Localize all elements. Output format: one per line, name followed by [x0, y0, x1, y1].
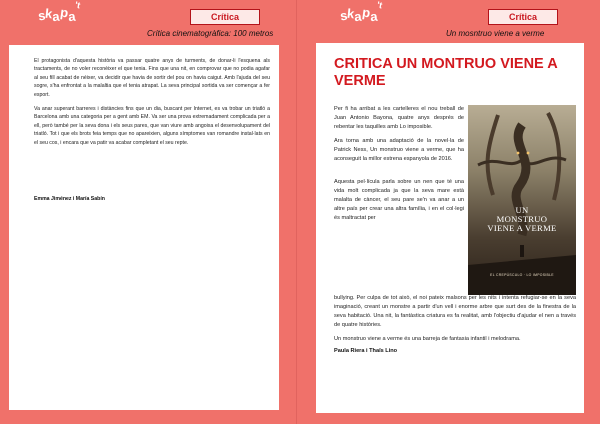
paragraph: Per fi ha arribat a les cartelleres el nou treball de Juan Antonio Bayona, quatre anys després de rebentar les taquilles amb Lo imposible. — [334, 106, 464, 130]
logo-letter: 't — [74, 0, 82, 11]
author-signature: Paula Riera i Thaïs Lino — [334, 348, 398, 354]
right-article-sheet — [316, 43, 584, 413]
poster-title-line: UN — [515, 205, 529, 215]
logo-letter: k — [44, 5, 54, 22]
logo-letter: a — [369, 8, 378, 25]
logo-letter: p — [58, 4, 69, 21]
article-column — [334, 105, 464, 228]
left-article-sheet — [9, 45, 279, 410]
paragraph: Un monstruo viene a verme és una barreja de fantasia infantil i melodrama. — [334, 336, 521, 342]
author-signature: Emma Jiménez i María Sabín — [34, 196, 105, 202]
page-subtitle: Crítica cinematogràfica: 100 metros — [147, 29, 274, 38]
logo-letter: s — [339, 7, 349, 24]
page-fold — [296, 0, 297, 424]
logo-letter: a — [67, 8, 76, 25]
paragraph: bullying. Per culpa de tot això, el noi pateix malsons per les nits i intenta refugiar-se en la seva imaginació, creant un monstre a partir d'un vell i enorme arbre que surt des de la finestra de la seva habitació. Una nit, la fantàstica criatura es fa realitat, amb l'objectiu d'ajudar el nen a través de quatre històries. — [334, 295, 576, 328]
poster-title-line: VIENE A VERME — [487, 223, 557, 233]
logo-letter: a — [354, 8, 363, 25]
poster-footer: EL CREPÚSCULO · LO IMPOSIBLE — [490, 273, 554, 277]
logo-letter: s — [37, 7, 47, 24]
paragraph: Va anar superant barreres i distàncies fins que un dia, buscant per Internet, es va trobar un triatló a Barcelona amb una categoria per a gent amb EM. Va ser una prova extremadament complicada per a ell, però també per la seva dona i els seus pares, que van viure amb angoixa el desenvolupament del triatló. Tot i que els brots feia temps que no apareixien, alguns símptomes van romandre instal·lats en el seu cos, i encara que va patir va acabar completant el seu repte. — [34, 106, 270, 146]
logo-letter: a — [52, 8, 61, 25]
poster-title-line: MONSTRUO — [496, 214, 548, 224]
skapat-logo — [339, 0, 384, 25]
logo-letter: k — [346, 5, 356, 22]
poster-title — [472, 206, 572, 233]
article-body-wide — [334, 294, 576, 349]
logo-letter: 't — [376, 0, 384, 11]
poster-illustration — [468, 105, 576, 295]
skapat-logo — [37, 0, 82, 25]
movie-poster — [468, 105, 576, 295]
article-body — [34, 57, 270, 153]
section-badge: Crítica — [488, 9, 558, 25]
left-page-header — [0, 0, 296, 45]
article-title: CRITICA UN MONTRUO VIENE A VERME — [334, 56, 558, 89]
right-page-header — [300, 0, 600, 45]
paragraph: El protagonista d'aquesta història va passar quatre anys de turments, de donar-li l'esquena als tractaments, de no voler reconèixer el que tenia. Fins que una nit, en comprovar que no podia agafar al seu fill acabat de néixer, va decidir que havia de sortir del pou on havia caigut. Amb l'ajuda del seu sogre, s'ha enfrontat a la malaltia que el tenia atrapat. La seva principal sortida va ser començar a fer esport. — [34, 58, 270, 98]
section-badge: Crítica — [190, 9, 260, 25]
page-subtitle: Un mosntruo viene a verme — [446, 29, 545, 38]
paragraph: Aquesta pel·lícula parla sobre un nen que té una vida molt complicada ja que la seva mare està malalta de càncer, el seu pare se'n va anar a un altre país per crear una altra família, i en el col·legi és maltractat per — [334, 179, 464, 221]
paragraph: Ara torna amb una adaptació de la novel·la de Patrick Ness, Un monstruo viene a verme, que ha aconseguit la millor estrena espanyola de 2016. — [334, 138, 464, 162]
logo-letter: p — [360, 4, 371, 21]
